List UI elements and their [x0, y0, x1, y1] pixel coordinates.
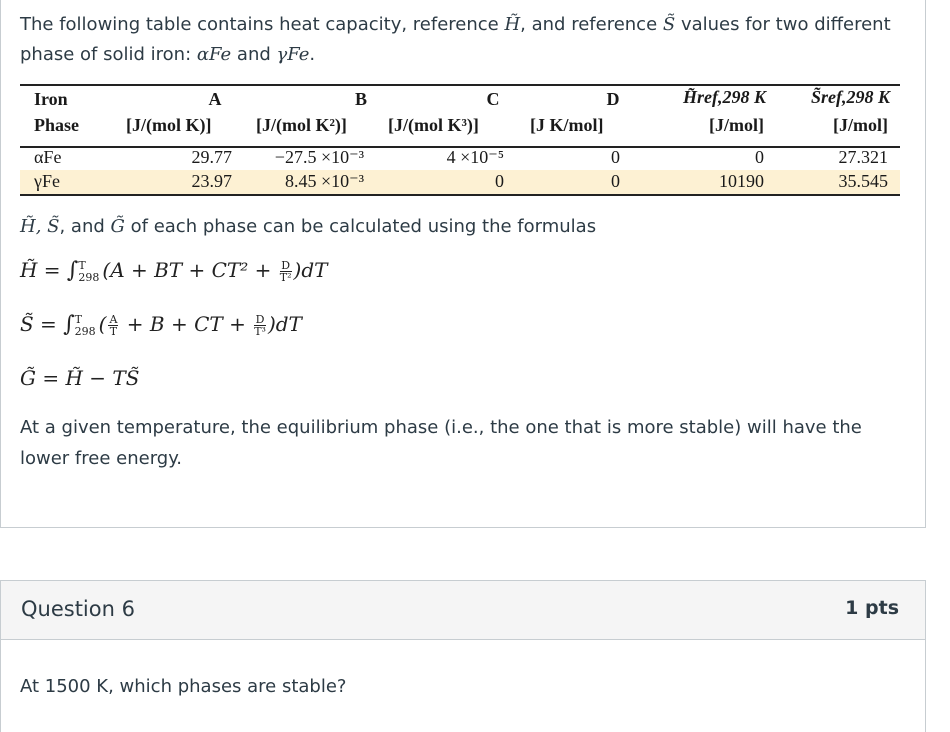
integral-sign: ∫	[63, 312, 75, 337]
row-gamma-phase: γFe	[34, 171, 60, 191]
numerator: A	[109, 313, 118, 326]
header-b: B	[354, 89, 367, 109]
h-symbol: H̃	[504, 14, 521, 35]
table-top-rule	[20, 84, 900, 86]
integral-sign: ∫	[66, 258, 79, 283]
gibbs-formula	[20, 366, 139, 390]
conclusion-paragraph: At a given temperature, the equilibrium phase (i.e., the one that is more stable) will have the lower free energy.	[20, 417, 862, 469]
table-bottom-rule	[20, 194, 900, 196]
header-c-unit: [J/(mol K³)]	[388, 115, 479, 135]
h-integrand: (A + BT + CT² +	[102, 258, 278, 282]
upper-limit: T	[74, 312, 82, 326]
numerator: D	[281, 259, 291, 272]
header-h-unit: [J/mol]	[709, 115, 764, 135]
header-d-unit: [J K/mol]	[530, 115, 604, 135]
s-lhs: S̃ =	[20, 312, 64, 336]
question-title: Question 6	[21, 597, 135, 621]
header-s-unit: [J/mol]	[833, 115, 888, 135]
row-alpha-b: −27.5 ×10⁻³	[274, 147, 364, 167]
integral-limits	[78, 260, 99, 284]
header-h-ref: H̃ref,298 K	[683, 87, 766, 107]
header-a: A	[208, 89, 222, 109]
g-symbol: G̃	[110, 216, 125, 237]
highlighted-row-bg	[20, 170, 900, 194]
row-alpha-d: 0	[611, 147, 620, 167]
intro-text: .	[309, 44, 316, 65]
lower-limit: 298	[74, 324, 96, 338]
s-paren: (	[98, 312, 107, 336]
entropy-formula	[20, 312, 302, 338]
row-alpha-c: 4 ×10⁻⁵	[446, 147, 504, 167]
upper-limit: T	[78, 258, 86, 272]
header-phase: Phase	[34, 115, 79, 135]
fraction	[108, 314, 118, 337]
h-integrand-end: )dT	[293, 258, 328, 282]
question-text: At 1500 K, which phases are stable?	[20, 676, 347, 697]
intro-text: values for two different	[675, 14, 891, 35]
formulas-intro	[20, 216, 596, 237]
h-lhs: H̃ =	[20, 258, 67, 282]
row-gamma-s: 35.545	[838, 171, 888, 191]
formula-label-text: , and	[59, 216, 111, 237]
header-b-unit: [J/(mol K²)]	[256, 115, 347, 135]
fraction	[280, 260, 292, 283]
row-gamma-b: 8.45 ×10⁻³	[284, 171, 364, 191]
enthalpy-formula	[20, 258, 327, 284]
row-alpha-s: 27.321	[838, 147, 888, 167]
row-gamma-h: 10190	[719, 171, 764, 191]
intro-text: , and reference	[520, 14, 663, 35]
header-iron: Iron	[34, 89, 68, 109]
s-integrand: + B + CT +	[120, 312, 253, 336]
row-alpha-phase: αFe	[34, 147, 62, 167]
row-gamma-d: 0	[611, 171, 620, 191]
gamma-fe-label: γFe	[276, 44, 310, 65]
denominator: T²	[279, 271, 292, 284]
row-gamma-a: 23.97	[191, 171, 232, 191]
row-alpha-h: 0	[755, 147, 764, 167]
s-symbol: S̃	[662, 14, 676, 35]
intro-text: The following table contains heat capacity, reference	[20, 14, 505, 35]
formula-label-text: of each phase can be calculated using the formulas	[124, 216, 597, 237]
formula-symbols: H̃, S̃	[20, 216, 60, 237]
alpha-fe-label: αFe	[196, 44, 232, 65]
question-header	[0, 580, 926, 640]
intro-text: phase of solid iron:	[20, 44, 197, 65]
lower-limit: 298	[78, 270, 100, 284]
numerator: D	[255, 313, 265, 326]
fraction	[254, 314, 266, 337]
row-alpha-a: 29.77	[191, 147, 232, 167]
intro-paragraph	[20, 10, 900, 70]
s-integrand-end: )dT	[267, 312, 302, 336]
header-s-ref: S̃ref,298 K	[810, 87, 890, 107]
header-d: D	[606, 89, 620, 109]
header-a-unit: [J/(mol K)]	[126, 115, 212, 135]
denominator: T	[109, 325, 118, 338]
integral-limits	[75, 314, 96, 338]
header-c: C	[486, 89, 500, 109]
denominator: T³	[254, 325, 266, 338]
question-points: 1 pts	[845, 597, 899, 619]
intro-text: and	[231, 44, 277, 65]
g-equation: G̃ = H̃ − TS̃	[20, 366, 140, 390]
row-gamma-c: 0	[495, 171, 504, 191]
